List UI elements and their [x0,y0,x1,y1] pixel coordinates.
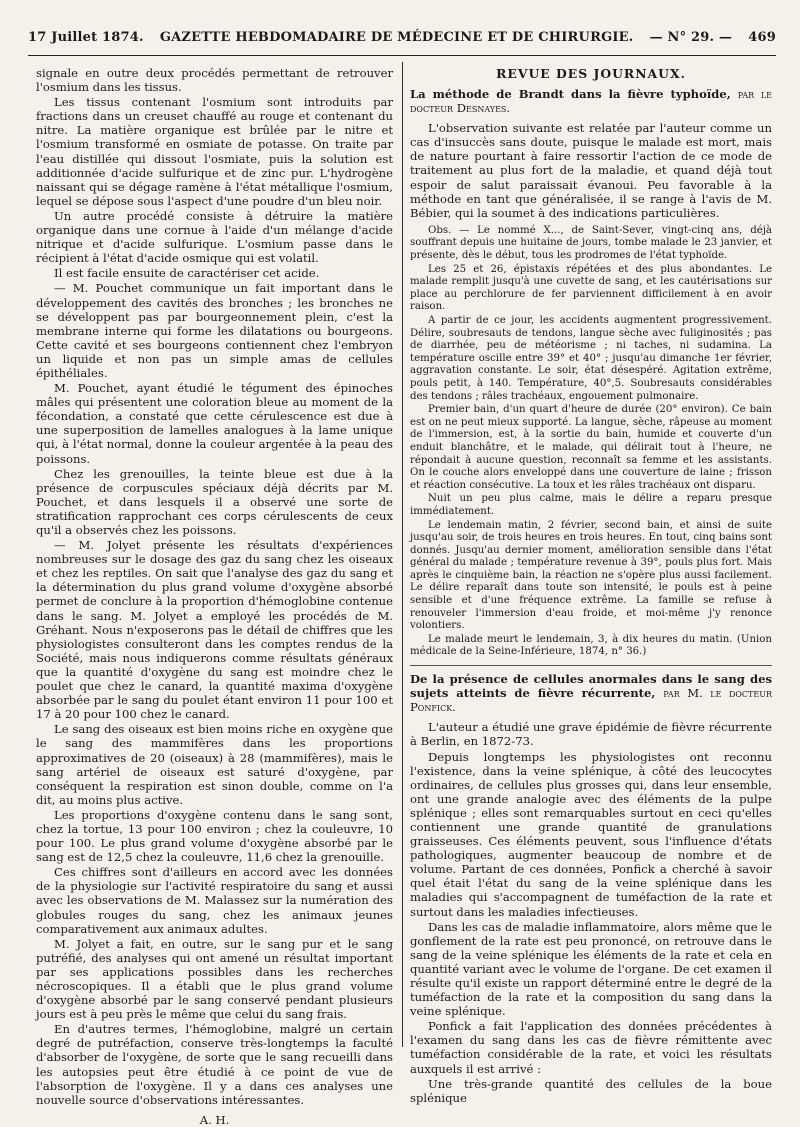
paragraph: Un autre procédé consiste à détruire la matière organique dans une cornue à l'aide d'un mélange d'acide nitrique et d'acide sulfurique. L'osmium passe dans le récipient à l'état d'acide osmique qui est volatil. [36,208,393,266]
article-byline: par M. le docteur Ponfick. [410,686,772,715]
article-title-text: La méthode de Brandt dans la fièvre typhoïde, [410,87,731,101]
article-byline: par le docteur Desnayes. [410,87,772,116]
paragraph: M. Pouchet, ayant étudié le tégument des épinoches mâles qui présentent une coloration bleue au moment de la fécondation, a constaté que cette cérulescence est due à une superposition de lamelles analogues à la lame unique qui, à l'état normal, donne la couleur argentée à la peau des poissons. [36,381,393,466]
paragraph: Ces chiffres sont d'ailleurs en accord avec les données de la physiologie sur l'activité respiratoire du sang et aussi avec les observations de M. Malassez sur la numération des globules rouges du sang, chez les animaux jeunes comparativement aux animaux adultes. [36,865,393,936]
paragraph: signale en outre deux procédés permettant de retrouver l'osmium dans les tissus. [36,66,393,95]
paragraph: Les proportions d'oxygène contenu dans le sang sont, chez la tortue, 13 pour 100 environ ; chez la couleuvre, 10 pour 100. Le plus grand volume d'oxygène absorbé par le sang est de 12,5 chez la couleuvre, 11,6 chez la grenouille. [36,807,393,865]
paragraph: — M. Pouchet communique un fait important dans le développement des cavités des bronches ; les bronches ne se développent pas par bourgeonnement plein, c'est la membrane interne qui forme les dilatations ou bourgeons. Cette cavité et ses bourgeons contiennent chez l'embryon un liquide et non pas un simple amas de cellules épithéliales. [36,281,393,380]
header-rule [28,55,776,56]
article-separator [410,665,772,666]
journal-title: GAZETTE HEBDOMADAIRE DE MÉDECINE ET DE CHIRURGIE. [159,30,634,45]
section-title: REVUE DES JOURNAUX. [496,66,686,81]
observation-paragraph: Obs. — Le nommé X..., de Saint-Sever, vingt-cinq ans, déjà souffrant depuis une huitaine de jours, tombe malade le 23 janvier, et présente, dès le début, tous les prodromes de l'état typhoïde. [410,224,772,262]
paragraph: — M. Jolyet présente les résultats d'expériences nombreuses sur le dosage des gaz du sang chez les oiseaux et chez les reptiles. On sait que l'analyse des gaz du sang et la détermination du plus grand volume d'oxygène absorbé permet de conclure à la proportion d'hémoglobine contenue dans le sang. M. Jolyet a employé les procédés de M. Gréhant. Nous n'exposerons pas le détail de chiffres que les physiologistes consulteront dans les comptes rendus de la Société, mais nous indiquerons comme résultats généraux que la quantité d'oxygène du sang est moindre chez le poulet que chez le canard, la quantité maxima d'oxygène absorbée par le sang du poulet étant environ 11 pour 100 et 17 à 20 pour 100 chez le canard. [36,538,393,722]
column-divider [402,62,403,1047]
observation-paragraph: A partir de ce jour, les accidents augmentent progressivement. Délire, soubresauts de tendons, langue sèche avec fuliginosités ; pas de diarrhée, peu de météorisme ; ni taches, ni sudamina. La température oscille entre 39° et 40° ; jusqu'au dimanche 1er février, aggravation constante. Le soir, état désespéré. Agitation extrême, pouls petit, à 140. Température, 40°,5. Soubresauts considérables des tendons ; râles trachéaux, engouement pulmonaire. [410,315,772,402]
paragraph: L'observation suivante est relatée par l'auteur comme un cas d'insuccès sans doute, puisque le malade est mort, mais de nature pourtant à faire ressortir l'action de ce mode de traitement au plus fort de la maladie, et quand déjà tout espoir de salut paraissait évanoui. Peu favorable à la méthode en tant que généralisée, il se range à l'avis de M. Bébier, qui la soumet à des indications particulières. [410,121,772,220]
issue-number: — N° 29. — [649,30,733,45]
right-column [410,66,772,1106]
article-title-text: De la présence de cellules anormales dans le sang des sujets atteints de fièvre récurrente, [410,672,772,701]
paragraph: M. Jolyet a fait, en outre, sur le sang pur et le sang putréfié, des analyses qui ont amené un résultat important par ses applications possibles dans les recherches nécroscopiques. Il a établi que le plus grand volume d'oxygène absorbé par le sang conservé pendant plusieurs jours est à peu près le même que celui du sang frais. [36,936,393,1022]
paragraph: Dans les cas de maladie inflammatoire, alors même que le gonflement de la rate est peu prononcé, on retrouve dans le sang de la veine splénique les éléments de la rate et cela en quantité variant avec le volume de l'organe. De cet examen il résulte qu'il existe un rapport déterminé entre le degré de la tuméfaction de la rate et la composition du sang dans la veine splénique. [410,919,772,1019]
observation-block [410,225,772,659]
article-title [410,87,772,115]
paragraph: Depuis longtemps les physiologistes ont reconnu l'existence, dans la veine splénique, à côté des leucocytes ordinaires, de cellules plus grosses qui, dans leur ensemble, ont une grande analogie avec des éléments de la pulpe splénique ; elles sont remarquables surtout en ceci qu'elles contiennent une grande quantité de granulations graisseuses. Ces éléments peuvent, sous l'influence d'états pathologiques, augmenter beaucoup de nombre et de volume. Partant de ces données, Ponfick a cherché à savoir quel était l'état du sang de la veine splénique dans les maladies qui s'accompagnent de tuméfaction de la rate et surtout dans les maladies infectieuses. [410,749,772,919]
page-header [28,30,776,50]
issue-date: 17 Juillet 1874. [28,30,144,45]
paragraph: Les tissus contenant l'osmium sont introduits par fractions dans un creuset chauffé au rouge et contenant du nitre. La matière organique est brûlée par le nitre et l'osmium transformé en osmiate de potasse. On traite par l'eau distillée qui dissout l'osmiate, puis la solution est additionnée d'acide sulfurique et de zinc pur. L'hydrogène naissant qui se dégage ramène à l'état métallique l'osmium, lequel se dépose sous l'aspect d'une poudre d'un bleu noir. [36,95,393,208]
observation-paragraph: Les 25 et 26, épistaxis répétées et des plus abondantes. Le malade remplit jusqu'à une cuvette de sang, et les cautérisations sur place au perchlorure de fer parviennent difficilement à en avoir raison. [410,263,772,313]
observation-paragraph: Le malade meurt le lendemain, 3, à dix heures du matin. (Union médicale de la Seine-Inférieure, 1874, n° 36.) [410,633,772,658]
author-signature: A. H. [199,1112,230,1127]
paragraph: Le sang des oiseaux est bien moins riche en oxygène que le sang des mammifères dans les proportions approximatives de 20 (oiseaux) à 28 (mammifères), mais le sang artériel de oiseaux est saturé d'oxygène, par conséquent la respiration est sinon double, comme on l'a dit, au moins plus active. [36,722,393,807]
paragraph: Une très-grande quantité des cellules de la boue splénique [410,1076,772,1105]
article-title [410,672,772,714]
observation-paragraph: Le lendemain matin, 2 février, second bain, et ainsi de suite jusqu'au soir, de trois heures en trois heures. En tout, cinq bains sont donnés. Jusqu'au dernier moment, amélioration sensible dans l'état général du malade ; température revenue à 39°, pouls plus fort. Mais après le cinquième bain, la réaction ne s'opère plus aussi facilement. Le délire reparaît dans toute son intensité, le pouls est à peine sensible et d'une fréquence extrême. La famille se refuse à renouveler l'immersion d'eau froide, et moi-même j'y renonce volontiers. [410,519,772,632]
observation-paragraph: Nuit un peu plus calme, mais le délire a reparu presque immédiatement. [410,493,772,517]
paragraph: En d'autres termes, l'hémoglobine, malgré un certain degré de putréfaction, conserve très-longtemps la faculté d'absorber de l'oxygène, de sorte que le sang recueilli dans les autopsies peut être étudié à ce point de vue de l'absorption de l'oxygène. Il y a dans ces analyses une nouvelle source d'observations intéressantes. [36,1022,393,1107]
page-number: 469 [748,30,776,45]
left-column [36,66,393,1127]
paragraph: Chez les grenouilles, la teinte bleue est due à la présence de corpuscules spéciaux déjà décrits par M. Pouchet, et dans lesquels il a observé une sorte de stratification rapprochant ces corps cérulescents de ceux qu'il a observés chez les poissons. [36,466,393,537]
paragraph: Il est facile ensuite de caractériser cet acide. [54,266,320,281]
paragraph: L'auteur a étudié une grave épidémie de fièvre récurrente à Berlin, en 1872-73. [410,720,772,749]
paragraph: Ponfick a fait l'application des données précédentes à l'examen du sang dans les cas de fièvre rémittente avec tuméfaction considérable de la rate, et voici les résultats auxquels il est arrivé : [410,1019,772,1076]
observation-paragraph: Premier bain, d'un quart d'heure de durée (20° environ). Ce bain est on ne peut mieux supporté. La langue, sèche, râpeuse au moment de l'immersion, est, à la sortie du bain, humide et couverte d'un enduit blanchâtre, et le malade, qui délirait tout à l'heure, ne répondait à aucune question, reconnaît sa femme et les assistants. On le couche alors enveloppé dans une couverture de laine ; frisson et réaction consécutive. La toux et les râles trachéaux ont disparu. [410,404,772,491]
